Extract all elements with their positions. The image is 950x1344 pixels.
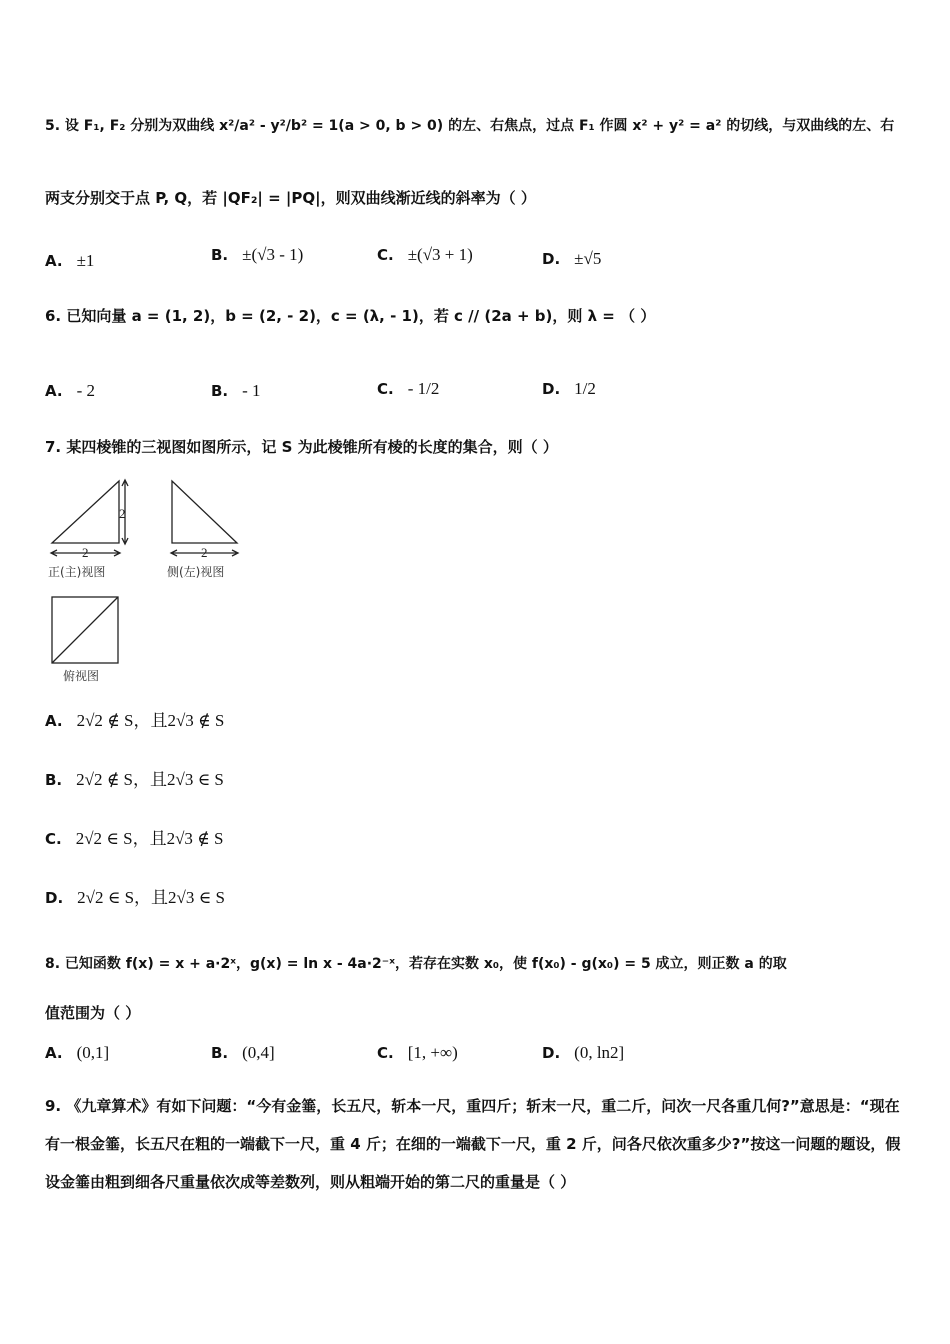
- q8-line1: 8. 已知函数 f(x) = x + a·2ˣ，g(x) = ln x - 4a·2⁻ˣ，若存在实数 x₀，使 f(x₀) - g(x₀) = 5 成立，则正数 a 的取: [45, 956, 787, 972]
- front-width-label: 2: [82, 545, 89, 560]
- q5-line1: 5. 设 F₁, F₂ 分别为双曲线 x²/a² - y²/b² = 1(a > 0, b > 0) 的左、右焦点，过点 F₁ 作圆 x² + y² = a² 的切线，与双曲线的左、右: [45, 118, 895, 134]
- q6-option-d[interactable]: D. 1/2: [542, 379, 596, 398]
- three-view-figure: [45, 475, 255, 695]
- front-view-triangle: [52, 481, 119, 543]
- q6-line1: 6. 已知向量 a = (1, 2)，b = (2, - 2)，c = (λ, - 1)，若 c // (2a + b)，则 λ = （ ）: [45, 307, 656, 325]
- q8-option-d[interactable]: D. (0, ln2]: [542, 1043, 625, 1062]
- q6-option-b[interactable]: B. - 1: [211, 381, 261, 400]
- front-height-label: 2: [119, 506, 126, 521]
- q7-option-a[interactable]: A. 2√2 ∉ S，且2√3 ∉ S: [45, 711, 225, 730]
- side-view-caption: 侧(左)视图: [167, 565, 225, 579]
- top-view-caption: 俯视图: [63, 669, 100, 683]
- q9-text: 9. 《九章算术》有如下问题：“今有金箠，长五尺，斩本一尺，重四斤；斩末一尺，重二斤，问次一尺各重几何?”意思是：“现在有一根金箠，长五尺在粗的一端截下一尺，重 4 斤；在细的一端截下一尺，重 2 斤，问各尺依次重多少?”按这一问题的题设，假设金箠由粗到细各尺重量依次成等差数列，则从粗端开始的第二尺的重量是（ ）: [45, 1097, 901, 1191]
- q8-option-c[interactable]: C. [1, +∞): [377, 1043, 458, 1062]
- q7-option-b[interactable]: B. 2√2 ∉ S，且2√3 ∈ S: [45, 770, 224, 789]
- side-width-label: 2: [201, 545, 208, 560]
- q5-option-b[interactable]: B. ±(√3 - 1): [211, 245, 304, 264]
- q6-option-c[interactable]: C. - 1/2: [377, 379, 440, 398]
- q5-line2: 两支分别交于点 P, Q，若 |QF₂| = |PQ|，则双曲线渐近线的斜率为（ ）: [45, 189, 536, 207]
- q5-option-d[interactable]: D. ±√5: [542, 249, 602, 268]
- q8-option-a[interactable]: A. (0,1]: [45, 1043, 110, 1062]
- q7-option-c[interactable]: C. 2√2 ∈ S，且2√3 ∉ S: [45, 829, 224, 848]
- q5-option-a[interactable]: A. ±1: [45, 251, 95, 270]
- front-view-caption: 正(主)视图: [48, 565, 106, 579]
- q6-option-a[interactable]: A. - 2: [45, 381, 96, 400]
- q8-line2: 值范围为（ ）: [45, 1004, 141, 1022]
- q7-option-d[interactable]: D. 2√2 ∈ S，且2√3 ∈ S: [45, 888, 225, 907]
- q5-option-c[interactable]: C. ±(√3 + 1): [377, 245, 473, 264]
- side-view-triangle: [172, 481, 237, 543]
- q7-line1: 7. 某四棱锥的三视图如图所示，记 S 为此棱锥所有棱的长度的集合，则（ ）: [45, 438, 558, 456]
- q8-option-b[interactable]: B. (0,4]: [211, 1043, 275, 1062]
